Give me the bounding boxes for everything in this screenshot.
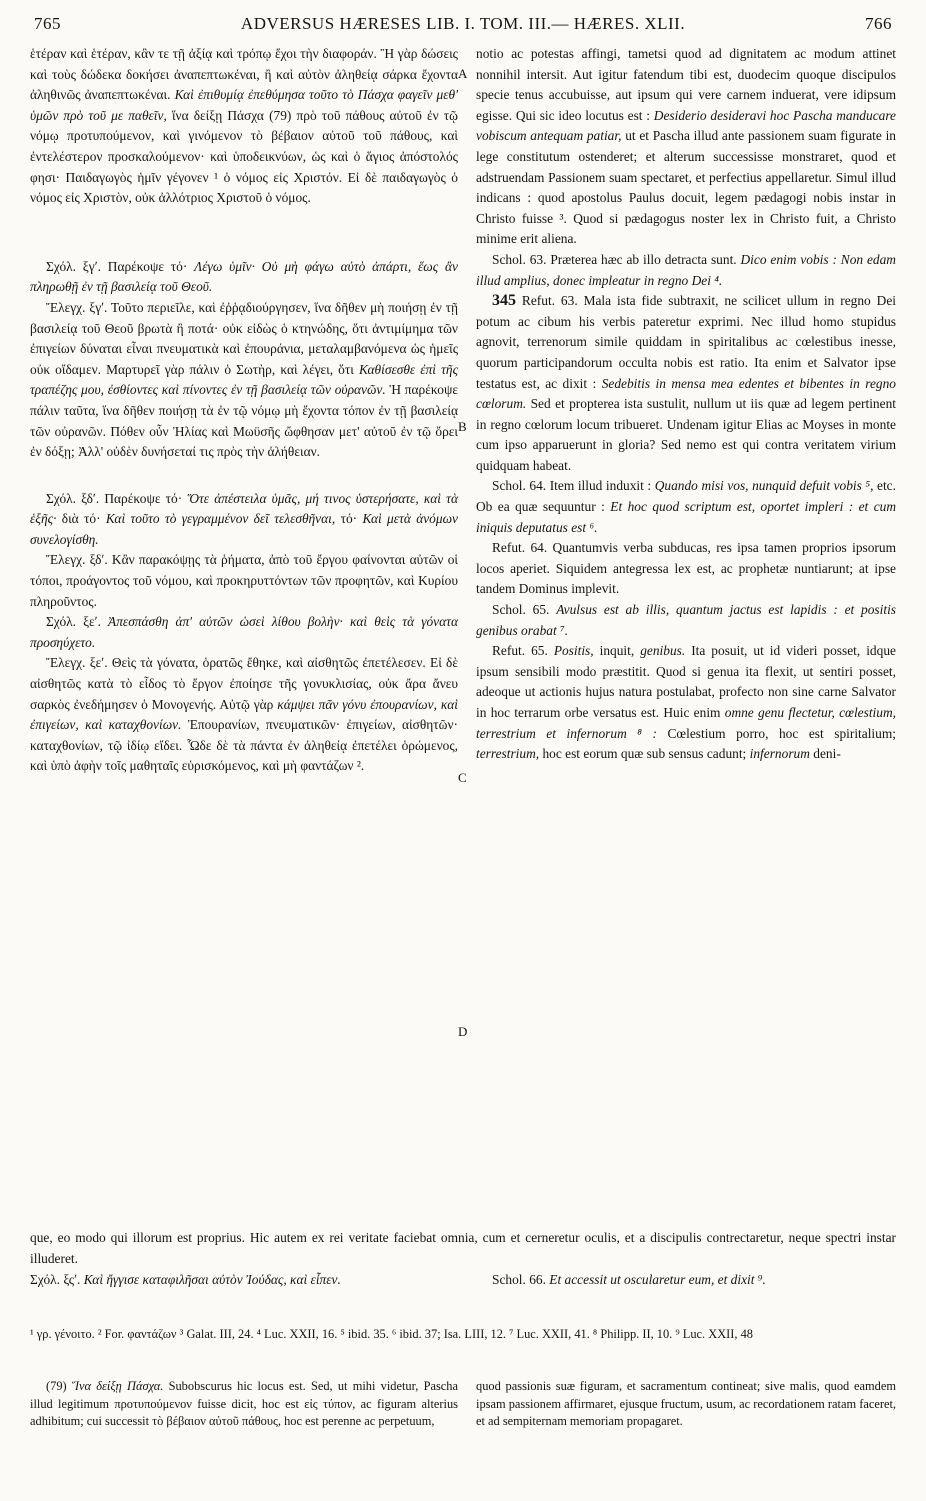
greek-paragraph-1: ἑτέραν καὶ ἑτέραν, κἂν τε τῇ ἀξίᾳ καὶ τρόπῳ ἔχοι τὴν διαφοράν. Ἢ γὰρ δώσεις καὶ τοὺς δώδεκα δοκήσει ἀναπεπτωκέναι, ἢ καὶ αὐτὸν ἀληθείᾳ σάρκα ἔχοντα ἀληθινῶς ἀναπεπτωκέναι. Καὶ ἐπιθυμίᾳ ἐπεθύμησα τοῦτο τὸ Πάσχα φαγεῖν μεθ' ὑμῶν πρὸ τοῦ με παθεῖν, ἵνα δείξῃ Πάσχα (79) πρὸ τοῦ πάθους αὐτοῦ ἐν τῷ νόμῳ προτυπούμενον, καὶ γινόμενον τὸ βέβαιον αὐτοῦ τοῦ πάθους, καὶ ἐντελέστερον προσκαλούμενον· καὶ ὑποδεικνύων, ὡς καὶ ὁ ἅγιος ἀπόστολός φησι· Παιδαγωγὸς ἡμῖν γέγονεν ¹ ὁ νόμος εἰς Χριστόν. Εἰ δὲ παιδαγωγὸς ὁ νόμος εἰς Χριστὸν, οὐκ ἀλλότριος Χριστοῦ ὁ νόμος. [30,46,458,206]
latin-scholion-66: Schol. 66. Et accessit ut oscularetur eum, et dixit ⁹. [492,1272,766,1287]
latin-scholion-63: Schol. 63. Præterea hæc ab illo detracta sunt. Dico enim vobis : Non edam illud amplius, donec impleatur in regno Dei ⁴. [476,251,896,288]
reference-notes: ¹ γρ. γένοιτο. ² For. φαντάζων ³ Galat. III, 24. ⁴ Luc. XXII, 16. ⁵ ibid. 35. ⁶ ibid. 37; Isa. LIII, 12. ⁷ Luc. XXII, 41. ⁸ Philipp. II, 10. ⁹ Luc. XXII, 48 [30,1327,753,1341]
margin-letter-b: B [458,419,467,434]
margin-letter-d: D [458,1024,468,1039]
full-width-continuation: que, eo modo qui illorum est proprius. Hic autem ex rei veritate faciebat omnia, cum et cerneretur oculis, et a discipulis contrectaretur, neque spectri instar illuderet. [30,1230,896,1266]
greek-column [30,44,458,777]
latin-paragraph-1: notio ac potestas affingi, tametsi quod ad dignitatem ac modum attinet nonnihil intersit. Aut igitur fatendum tibi est, duodecim quoque discipulos specie tenus accubuisse, aut ipsum qui vere carnem induerat, vere idipsum egisse. Qui sic ideo locutus est : Desiderio desideravi hoc Pascha manducare vobiscum antequam patiar, ut et Pascha illud ante passionem suam figurate in lege constitutum ostenderet; et alterum successisse monstraret, quod et adstruendam Passionem suam spectaret, et perfectius appellaretur. Simul illud indicans : quod apostolus Paulus docuit, legem pædagogi nobis instar in Christo fuisse ³. Quod si pædagogus noster lex in Christo fuit, a Christo minime erit aliena. [476,46,896,247]
latin-refutation-64: Refut. 64. Quantumvis verba subducas, res ipsa tamen proprios ipsorum locos aperiet. Siquidem antegressa lex est, ac prophetæ nuntiarunt; at ipse tandem Dominus implevit. [476,540,896,597]
greek-scholion-64: Σχόλ. ξδʹ. Παρέκοψε τό· Ὅτε ἀπέστειλα ὑμᾶς, μή τινος ὑστερήσατε, καὶ τὰ ἑξῆς· διὰ τό· Καὶ τοῦτο τὸ γεγραμμένον δεῖ τελεσθῆναι, τό· Καὶ μετὰ ἀνόμων συνελογίσθη. [30,490,458,547]
latin-scholion-65: Schol. 65. Avulsus est ab illis, quantum jactus est lapidis : et positis genibus orabat ⁷. [476,602,896,638]
latin-refutation-65: Refut. 65. Positis, inquit, genibus. Ita posuit, ut id videri posset, idque ipsum sensibili modo præstitit. Quod si genua ita flexit, ut sentiri posset, adeoque ut actionis hujus natura postulabat, profecto non sine carne Salvator in hoc terrarum orbe versatus est. Huic enim omne genu flectetur, cœlestium, terrestrium et infernorum ⁸ : Cœlestium porro, hoc est spiritalium; terrestrium, hoc est eorum quæ sub sensus cadunt; infernorum deni- [476,643,896,762]
page-number-left: 765 [34,14,61,33]
footnote-79-continued: quod passionis suæ figuram, et sacramentum contineat; sive malis, quod eamdem ipsam passionem affirmaret, ejusque fructum, usum, ac recordationem ratam faceret, et ad sempiternam memoriam propagaret. [476,1379,896,1428]
margin-letter-a: A [458,66,468,81]
latin-scholion-64: Schol. 64. Item illud induxit : Quando misi vos, nunquid defuit vobis ⁵, etc. Ob ea quæ sequuntur : Et hoc quod scriptum est, oportet impleri : et cum iniquis deputatus est ⁶. [476,478,897,535]
margin-letter-c: C [458,770,467,785]
greek-scholion-66: Σχόλ. ξςʹ. Καὶ ἤγγισε καταφιλῆσαι αὐτὸν Ἰούδας, καὶ εἶπεν. [30,1272,341,1287]
running-header [30,8,896,38]
footnote-79: (79) Ἵνα δείξῃ Πάσχα. Subobscurus hic locus est. Sed, ut mihi videtur, Pascha illud legitimum προτυπούμενον fuisse dicit, hoc est εἰς τύπον, ac figuram alterius adhibitum; cui successit τὸ βέβαιον αὐτοῦ πάθους, hoc est perenne ac perpetuum, [30,1379,458,1428]
greek-refutation-64: Ἔλεγχ. ξδʹ. Κἂν παρακόψῃς τὰ ῥήματα, ἀπὸ τοῦ ἔργου φαίνονται αὐτῶν οἱ τόποι, προάγοντος τοῦ νόμου, καὶ προκηρυττόντων τῶν προφητῶν, καὶ Κυρίου πληροῦντος. [30,552,458,609]
greek-scholion-65: Σχόλ. ξεʹ. Ἀπεσπάσθη ἀπ' αὐτῶν ὡσεὶ λίθου βολὴν· καὶ θεὶς τὰ γόνατα προσηύχετο. [30,614,458,650]
latin-refutation-63: 345 Refut. 63. Mala ista fide subtraxit, ne scilicet ullum in regno Dei potum ac cibum his verbis pateretur exprimi. Nec illud homo stupidus agnovit, terrenorum simile quiddam in spiritalibus ac cœlestibus inesse, quorum participandorum occulta nobis est ratio. Ita enim et Salvator ipse testatus est, ac dixit : Sedebitis in mensa mea edentes et bibentes in regno cœlorum. Sed et propterea ista sustulit, nullum ut iis quæ ad legem pertinent in regno cœlorum locum tribueret. Undenam igitur Elias ac Moyses in monte cum ipso apparuerunt in gloria? Sed nemo est qui contra veritatem virium quidquam habeat. [476,292,897,473]
greek-refutation-65: Ἔλεγχ. ξεʹ. Θεὶς τὰ γόνατα, ὁρατῶς ἔθηκε, καὶ αἰσθητῶς ἐπετέλεσεν. Εἰ δὲ αἰσθητῶς κατὰ τὸ εἶδος τὸ ἔργον ἐποίησε τῆς γονυκλισίας, οὐκ ἄρα ἄνευ σαρκὸς ἐνεδήμησεν ὁ Μονογενής. Αὐτῷ γὰρ κάμψει πᾶν γόνυ ἐπουρανίων, καὶ ἐπιγείων, καὶ καταχθονίων. Ἐπουρανίων, πνευματικῶν· ἐπιγείων, αἰσθητῶν· καταχθονίων, τῷ ἰδίῳ εἴδει. Ὧδε δὲ τὰ πάντα ἐν ἀληθείᾳ ἐπετέλει ὁρώμενος, καὶ ὑπὸ ἀφὴν τοῖς μαθηταῖς εὑρισκόμενος, καὶ μὴ φαντάζων ². [30,655,459,774]
greek-scholion-63: Σχόλ. ξγʹ. Παρέκοψε τό· Λέγω ὑμῖν· Οὐ μὴ φάγω αὐτὸ ἀπάρτι, ἕως ἂν πληρωθῇ ἐν τῇ βασιλείᾳ τοῦ Θεοῦ. [30,258,458,295]
page-number-right: 766 [865,14,892,33]
latin-column [476,44,896,765]
greek-refutation-63: Ἔλεγχ. ξγʹ. Τοῦτο περιεῖλε, καὶ ἐῤῥᾳδιούργησεν, ἵνα δῆθεν μὴ ποιήσῃ ἐν τῇ βασιλείᾳ τοῦ Θεοῦ βρωτὰ ἢ ποτά· οὐκ εἰδὼς ὁ κτηνώδης, ὅτι ἀντιμίμημα τῶν ἐπιγείων δύναται εἶναι πνευματικὰ καὶ ἐπουράνια, μεταλαμβανόμενα ὡς ἡμεῖς οὐκ οἴδαμεν. Μαρτυρεῖ γὰρ πάλιν ὁ Σωτὴρ, καὶ λέγει, ὅτι Καθίσεσθε ἐπὶ τῆς τραπέζης μου, ἐσθίοντες καὶ πίνοντες ἐν τῇ βασιλείᾳ τῶν οὐρανῶν. Ἡ παρέκοψε πάλιν ταῦτα, ἵνα δῆθεν ποιήσῃ τὰ ἐν τῷ νόμῳ μὴ ἔχοντα τόπον ἐν τῇ βασιλείᾳ τῶν οὐρανῶν. Πόθεν οὖν Ἠλίας καὶ Μωϋσῆς ὤφθησαν μετ' αὐτοῦ ἐν τῷ ὄρει ἐν δόξῃ; Ἀλλ' οὐδὲν δυνήσεταί τις πρὸς τὴν ἀλήθειαν. [30,299,459,460]
column-page-number: 345 [492,292,516,310]
running-title: ADVERSUS HÆRESES LIB. I. TOM. III.— HÆRES. XLII. [240,14,686,33]
